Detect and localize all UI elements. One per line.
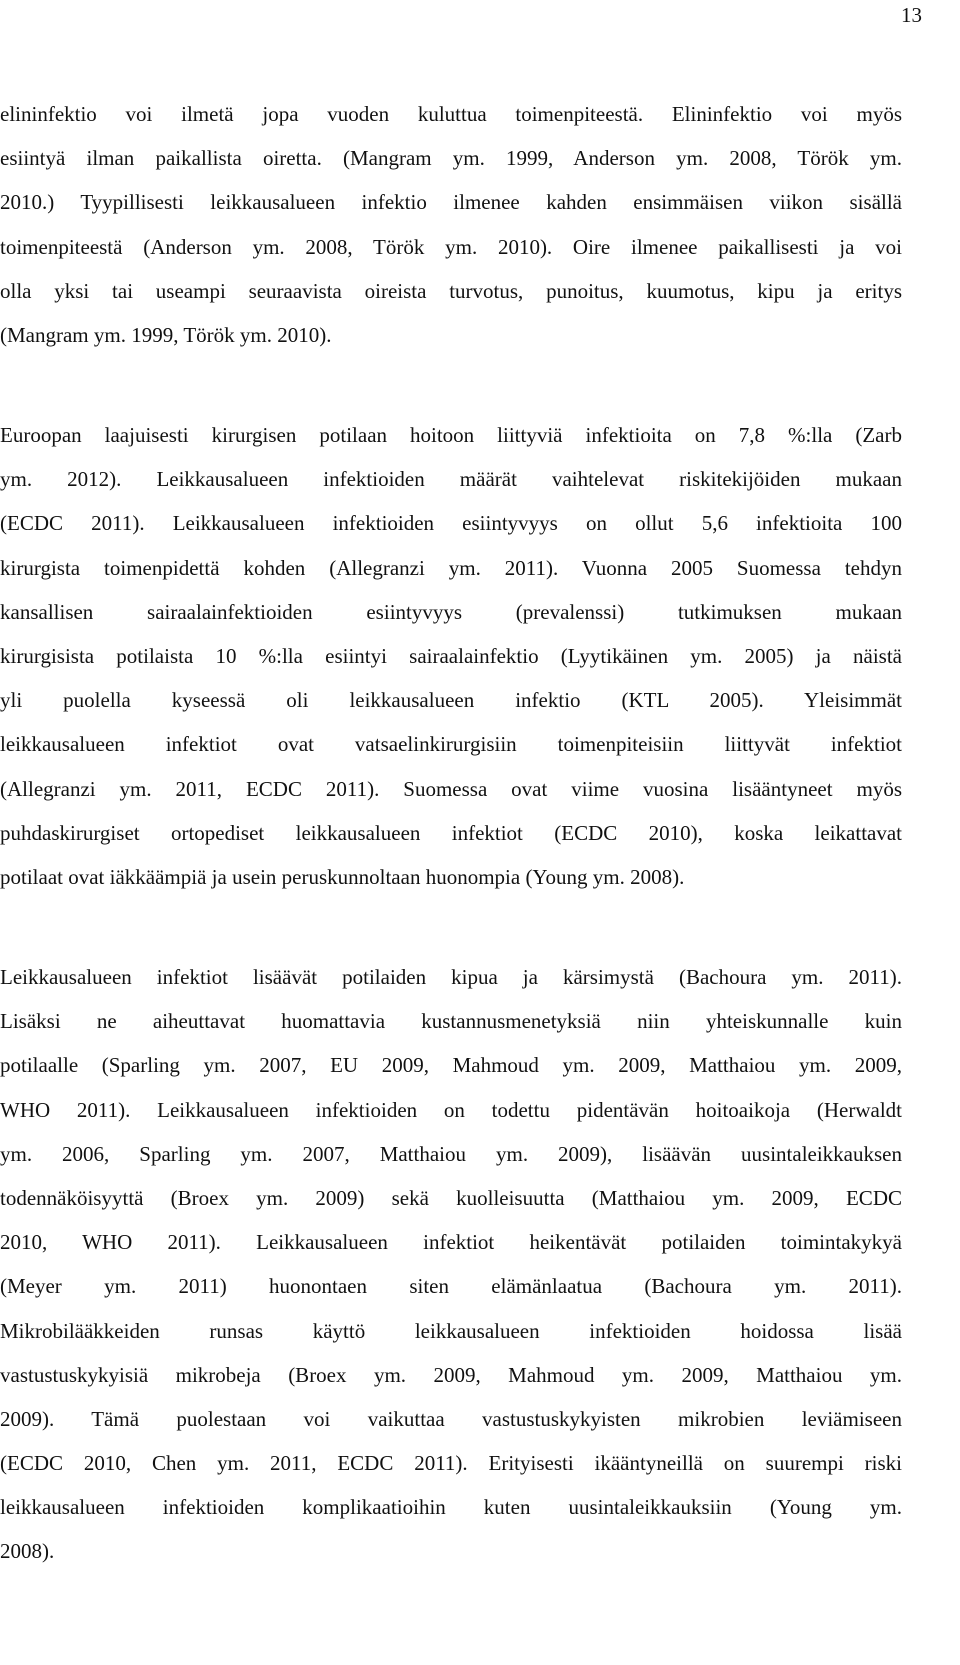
- text-line: Leikkausalueen infektiot lisäävät potilaiden kipua ja kärsimystä (Bachoura ym. 2011).: [0, 965, 902, 989]
- paragraph-1: [0, 92, 902, 357]
- text-line: 2008).: [0, 1539, 55, 1564]
- text-line: kansallisen sairaalainfektioiden esiintyvyys (prevalenssi) tutkimuksen mukaan: [0, 599, 902, 624]
- text-line: 2010, WHO 2011). Leikkausalueen infektiot heikentävät potilaiden toimintakykyä: [0, 1230, 902, 1255]
- text-line: elininfektio voi ilmetä jopa vuoden kuluttua toimenpiteestä. Elininfektio voi myös: [0, 102, 902, 126]
- text-line: (Meyer ym. 2011) huonontaen siten elämänlaatua (Bachoura ym. 2011).: [0, 1274, 902, 1299]
- text-line: (Mangram ym. 1999, Török ym. 2010).: [0, 322, 332, 347]
- text-line: potilaat ovat iäkkäämpiä ja usein peruskunnoltaan huonompia (Young ym. 2008).: [0, 864, 685, 889]
- text-line: potilaalle (Sparling ym. 2007, EU 2009, Mahmoud ym. 2009, Matthaiou ym. 2009,: [0, 1053, 902, 1078]
- text-line: Lisäksi ne aiheuttavat huomattavia kustannusmenetyksiä niin yhteiskunnalle kuin: [0, 1009, 902, 1034]
- text-line: Mikrobilääkkeiden runsas käyttö leikkausalueen infektioiden hoidossa lisää: [0, 1318, 902, 1343]
- paragraph-2: [0, 413, 902, 899]
- page-number: 13: [901, 3, 922, 27]
- text-line: 2009). Tämä puolestaan voi vaikuttaa vastustuskykyisten mikrobien leviämiseen: [0, 1406, 902, 1431]
- text-line: WHO 2011). Leikkausalueen infektioiden on todettu pidentävän hoitoaikoja (Herwaldt: [0, 1097, 902, 1122]
- text-line: Euroopan laajuisesti kirurgisen potilaan hoitoon liittyviä infektioita on 7,8 %:lla (Zarb: [0, 423, 902, 447]
- text-line: todennäköisyyttä (Broex ym. 2009) sekä kuolleisuutta (Matthaiou ym. 2009, ECDC: [0, 1185, 902, 1210]
- text-line: (ECDC 2011). Leikkausalueen infektioiden esiintyvyys on ollut 5,6 infektioita 100: [0, 511, 902, 536]
- text-line: ym. 2006, Sparling ym. 2007, Matthaiou ym. 2009), lisäävän uusintaleikkauksen: [0, 1141, 902, 1166]
- text-line: olla yksi tai useampi seuraavista oireista turvotus, punoitus, kuumotus, kipu ja eritys: [0, 278, 902, 303]
- text-line: leikkausalueen infektiot ovat vatsaelinkirurgisiin toimenpiteisiin liittyvät infektiot: [0, 732, 902, 757]
- text-line: ym. 2012). Leikkausalueen infektioiden määrät vaihtelevat riskitekijöiden mukaan: [0, 467, 902, 492]
- text-line: yli puolella kyseessä oli leikkausalueen infektio (KTL 2005). Yleisimmät: [0, 688, 902, 713]
- text-line: 2010.) Tyypillisesti leikkausalueen infektio ilmenee kahden ensimmäisen viikon sisällä: [0, 190, 902, 215]
- text-line: kirurgisista potilaista 10 %:lla esiintyi sairaalainfektio (Lyytikäinen ym. 2005) ja näistä: [0, 643, 902, 668]
- text-line: leikkausalueen infektioiden komplikaatioihin kuten uusintaleikkauksiin (Young ym.: [0, 1495, 902, 1520]
- text-line: kirurgista toimenpidettä kohden (Allegranzi ym. 2011). Vuonna 2005 Suomessa tehdyn: [0, 555, 902, 580]
- text-line: (Allegranzi ym. 2011, ECDC 2011). Suomessa ovat viime vuosina lisääntyneet myös: [0, 776, 902, 801]
- text-line: (ECDC 2010, Chen ym. 2011, ECDC 2011). Erityisesti ikääntyneillä on suurempi riski: [0, 1451, 902, 1476]
- paragraph-3: [0, 955, 902, 1574]
- text-line: puhdaskirurgiset ortopediset leikkausalueen infektiot (ECDC 2010), koska leikattavat: [0, 820, 902, 845]
- text-line: vastustuskykyisiä mikrobeja (Broex ym. 2009, Mahmoud ym. 2009, Matthaiou ym.: [0, 1362, 902, 1387]
- text-line: esiintyä ilman paikallista oiretta. (Mangram ym. 1999, Anderson ym. 2008, Török ym.: [0, 146, 902, 171]
- text-line: toimenpiteestä (Anderson ym. 2008, Török ym. 2010). Oire ilmenee paikallisesti ja voi: [0, 234, 902, 259]
